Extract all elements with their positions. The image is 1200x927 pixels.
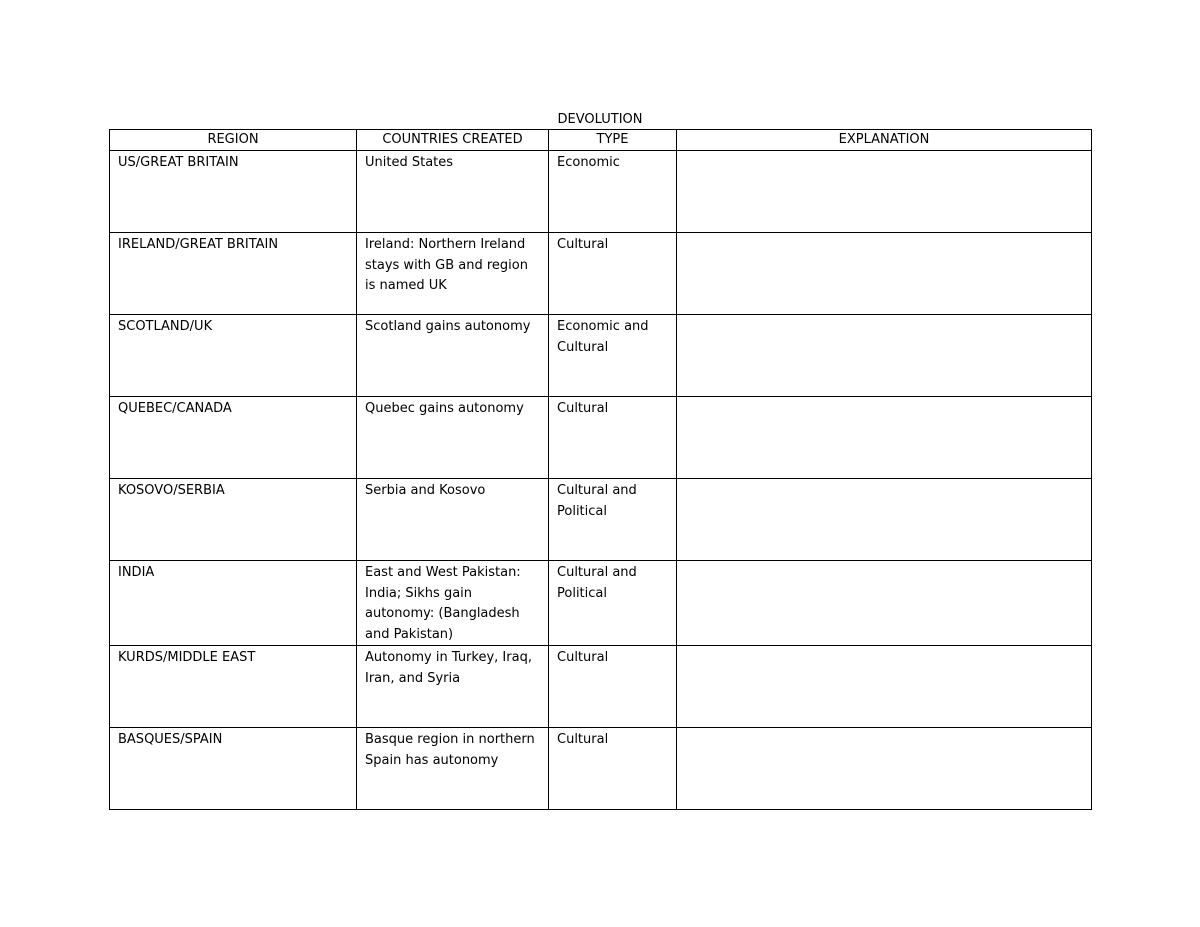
type-cell [549, 561, 677, 646]
explanation-text [677, 479, 1091, 481]
region-cell [110, 728, 357, 810]
countries-created-text: Basque region in northern Spain has autonomy [365, 732, 535, 768]
devolution-table [109, 129, 1092, 810]
countries-created-text: Quebec gains autonomy [365, 401, 524, 416]
countries-created-cell [357, 233, 549, 315]
region-cell [110, 151, 357, 233]
table-header-row [110, 130, 1092, 151]
region-cell [110, 646, 357, 728]
type-text: Economic and Cultural [557, 319, 649, 355]
countries-created-text: East and West Pakistan: India; Sikhs gain autonomy: (Bangladesh and Pakistan) [365, 565, 521, 642]
region-text: KURDS/MIDDLE EAST [118, 650, 256, 665]
countries-created-cell [357, 561, 549, 646]
countries-created-cell [357, 315, 549, 397]
table-row [110, 315, 1092, 397]
header-explanation: EXPLANATION [677, 130, 1092, 151]
type-text: Cultural [557, 732, 609, 747]
region-cell [110, 233, 357, 315]
explanation-text [677, 151, 1091, 153]
region-cell [110, 479, 357, 561]
explanation-cell [677, 315, 1092, 397]
table-row [110, 397, 1092, 479]
type-text: Cultural and Political [557, 565, 637, 601]
region-text: IRELAND/GREAT BRITAIN [118, 237, 279, 252]
region-text: INDIA [118, 565, 155, 580]
explanation-cell [677, 728, 1092, 810]
type-cell [549, 728, 677, 810]
region-cell [110, 561, 357, 646]
table-row [110, 561, 1092, 646]
type-cell [549, 479, 677, 561]
table-row [110, 646, 1092, 728]
table-row [110, 233, 1092, 315]
explanation-cell [677, 561, 1092, 646]
region-text: QUEBEC/CANADA [118, 401, 232, 416]
type-cell [549, 233, 677, 315]
countries-created-text: Serbia and Kosovo [365, 483, 486, 498]
header-type: TYPE [549, 130, 677, 151]
explanation-cell [677, 397, 1092, 479]
type-text: Cultural and Political [557, 483, 637, 519]
table-row [110, 479, 1092, 561]
region-cell [110, 315, 357, 397]
explanation-cell [677, 151, 1092, 233]
region-text: KOSOVO/SERBIA [118, 483, 225, 498]
header-region: REGION [110, 130, 357, 151]
region-cell [110, 397, 357, 479]
countries-created-cell [357, 479, 549, 561]
explanation-text [677, 233, 1091, 235]
explanation-cell [677, 233, 1092, 315]
countries-created-text: Autonomy in Turkey, Iraq, Iran, and Syria [365, 650, 532, 686]
table-row [110, 151, 1092, 233]
explanation-text [677, 646, 1091, 648]
countries-created-cell [357, 728, 549, 810]
type-cell [549, 646, 677, 728]
countries-created-cell [357, 646, 549, 728]
document-title: DEVOLUTION [557, 112, 643, 127]
type-cell [549, 151, 677, 233]
countries-created-cell [357, 397, 549, 479]
type-text: Cultural [557, 401, 609, 416]
header-countries-created: COUNTRIES CREATED [357, 130, 549, 151]
explanation-text [677, 397, 1091, 399]
countries-created-cell [357, 151, 549, 233]
countries-created-text: United States [365, 155, 454, 170]
type-cell [549, 397, 677, 479]
type-text: Cultural [557, 237, 609, 252]
explanation-cell [677, 479, 1092, 561]
countries-created-text: Scotland gains autonomy [365, 319, 531, 334]
type-cell [549, 315, 677, 397]
type-text: Cultural [557, 650, 609, 665]
region-text: BASQUES/SPAIN [118, 732, 223, 747]
explanation-cell [677, 646, 1092, 728]
region-text: US/GREAT BRITAIN [118, 155, 239, 170]
explanation-text [677, 315, 1091, 317]
explanation-text [677, 561, 1091, 563]
explanation-text [677, 728, 1091, 730]
region-text: SCOTLAND/UK [118, 319, 213, 334]
table-row [110, 728, 1092, 810]
type-text: Economic [557, 155, 620, 170]
countries-created-text: Ireland: Northern Ireland stays with GB and region is named UK [365, 237, 528, 293]
